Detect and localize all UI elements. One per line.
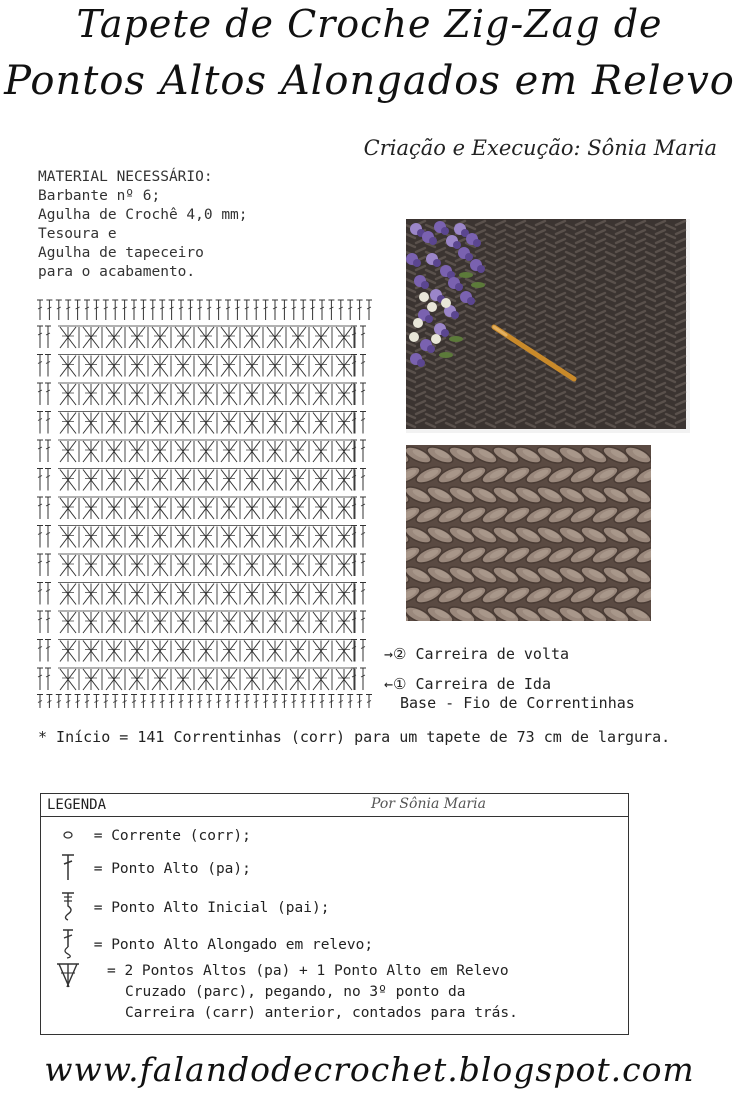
legend-crossed-line: Carreira (carr) anterior, contados para trás. (125, 1005, 518, 1021)
chain-symbol-icon (51, 824, 85, 848)
start-note: * Início = 141 Correntinhas (corr) para um tapete de 73 cm de largura. (38, 728, 671, 746)
material-item: Agulha de Crochê 4,0 mm; (38, 207, 248, 223)
diagram-row (37, 611, 366, 633)
legend-text-double-crochet: = Ponto Alto (pa); (93, 861, 251, 877)
row-1-label (384, 675, 551, 693)
material-item: para o acabamento. (38, 264, 196, 280)
diagram-row (37, 497, 366, 519)
legend-item-chain (51, 824, 251, 848)
row-2-text: Carreira de volta (415, 645, 570, 663)
diagram-base-row (37, 695, 373, 709)
legend-author: Por Sônia Maria (371, 796, 486, 812)
legend-text-initial-dc: = Ponto Alto Inicial (pai); (93, 900, 330, 916)
legend-item-double-crochet (51, 852, 251, 886)
legend-header (41, 794, 628, 817)
blog-url: www.falandodecrochet.blogspot.com (44, 1050, 695, 1089)
legend-item-initial-dc (51, 890, 329, 926)
diagram-row (37, 526, 366, 548)
stitch-closeup-photo (406, 445, 651, 621)
diagram-row (37, 440, 366, 462)
legend-item-crossed-stitch (51, 961, 518, 1021)
diagram-row (37, 554, 366, 576)
row-2-marker: →② (384, 645, 407, 663)
legend-title: LEGENDA (47, 797, 107, 813)
double-crochet-symbol-icon (51, 852, 85, 886)
diagram-row (37, 383, 366, 405)
diagram-row (37, 668, 366, 690)
materials-heading: MATERIAL NECESSÁRIO: (38, 169, 213, 185)
legend-text-crossed-stitch (107, 961, 518, 1024)
legend-box (40, 793, 629, 1035)
diagram-row (37, 326, 366, 348)
material-item: Barbante nº 6; (38, 188, 161, 204)
legend-crossed-line: = 2 Pontos Altos (pa) + 1 Ponto Alto em Relevo (107, 963, 509, 979)
title-line-2: Pontos Altos Alongados em Relevo (4, 58, 735, 104)
materials-list (38, 168, 248, 282)
diagram-row (37, 583, 366, 605)
material-item: Tesoura e (38, 226, 117, 242)
legend-item-elongated-relief (51, 927, 373, 963)
base-chain-label: Base - Fio de Correntinhas (400, 694, 635, 712)
diagram-row (37, 355, 366, 377)
diagram-row (37, 640, 366, 662)
initial-double-crochet-symbol-icon (51, 890, 85, 926)
diagram-top-row (37, 300, 372, 320)
diagram-row (37, 469, 366, 491)
legend-text-chain: = Corrente (corr); (93, 828, 251, 844)
row-1-marker: ←① (384, 675, 407, 693)
title-line-1: Tapete de Croche Zig-Zag de (76, 2, 663, 46)
row-2-label (384, 645, 569, 663)
rug-photo (406, 219, 690, 433)
material-item: Agulha de tapeceiro (38, 245, 204, 261)
elongated-relief-symbol-icon (51, 927, 85, 963)
crochet-stitch-diagram (36, 296, 378, 708)
row-1-text: Carreira de Ida (415, 675, 551, 693)
legend-text-elongated-relief: = Ponto Alto Alongado em relevo; (93, 937, 374, 953)
credit-line: Criação e Execução: Sônia Maria (363, 136, 717, 160)
legend-crossed-line: Cruzado (parc), pegando, no 3º ponto da (125, 984, 466, 1000)
crossed-stitch-symbol-icon (51, 961, 85, 993)
diagram-row (37, 412, 366, 434)
